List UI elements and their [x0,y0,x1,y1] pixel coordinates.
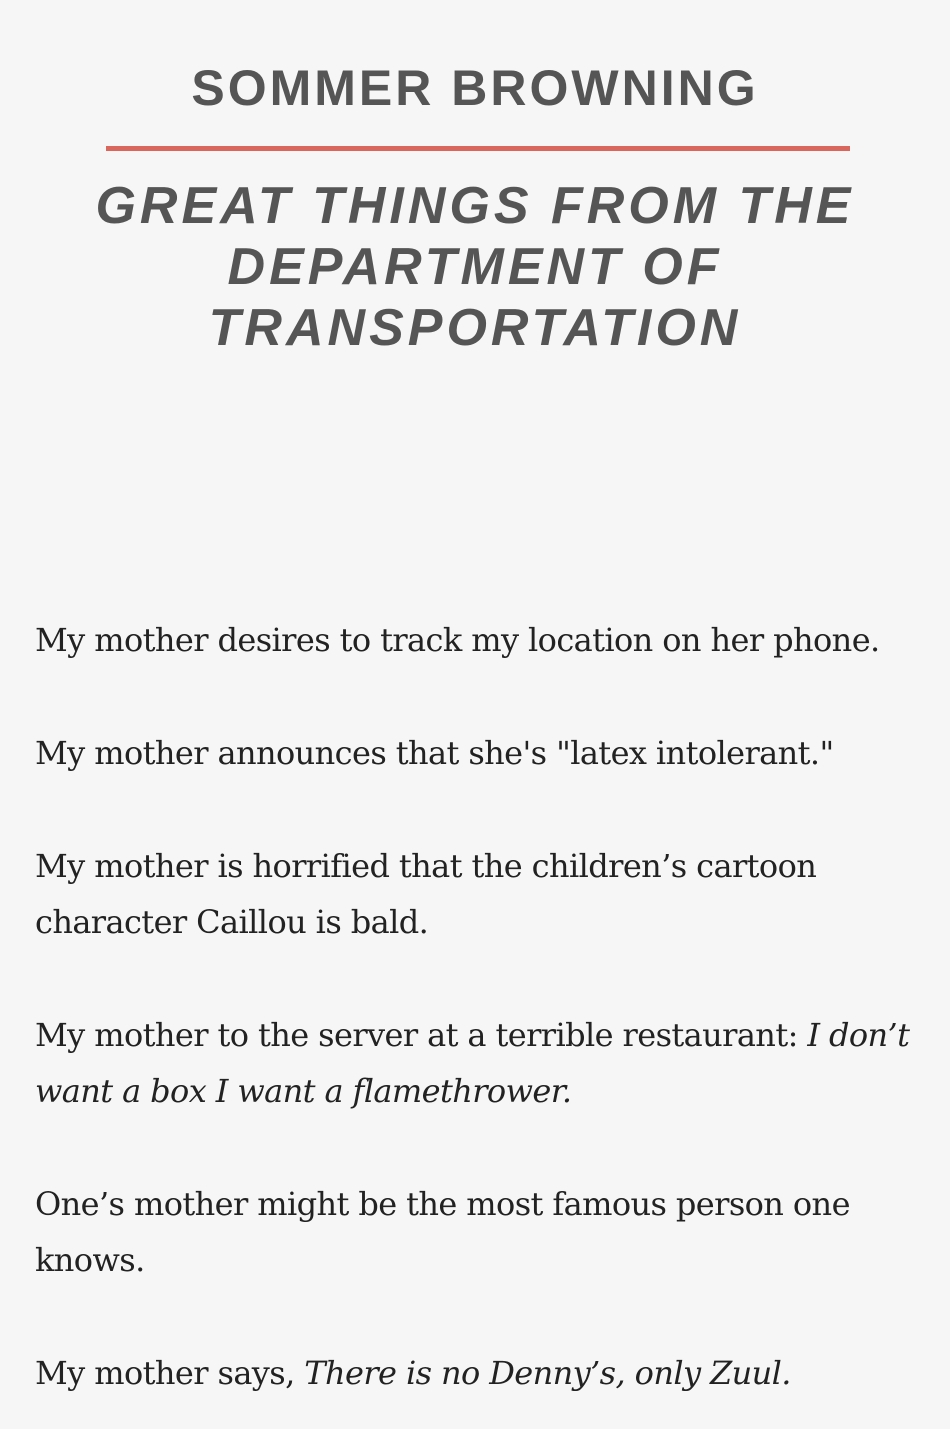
poem-body [35,612,915,1429]
title-divider [106,146,850,151]
line-text: My mother to the server at a terrible restaurant: [35,1016,808,1054]
line-text: My mother desires to track my location on her phone. [35,621,880,659]
poem-line-1 [35,612,915,668]
poem-line-6 [35,1345,915,1401]
line-italic-text: There is no Denny’s, only Zuul. [304,1354,791,1392]
line-italic-text: I don’t want a box I want a flamethrower. [35,1016,910,1110]
poem-line-3 [35,838,915,950]
poem-line-5 [35,1176,915,1288]
poem-title: GREAT THINGS FROM THE DEPARTMENT OF TRANSPORTATION [95,177,855,357]
author-name: SOMMER BROWNING [191,60,759,116]
poem-line-4 [35,1007,915,1119]
line-text: My mother says, [35,1354,305,1392]
poem-line-2 [35,725,915,781]
line-text: My mother is horrified that the children’s cartoon character Caillou is bald. [35,847,817,941]
line-text: My mother announces that she's "latex intolerant." [35,734,834,772]
line-text: One’s mother might be the most famous person one knows. [35,1185,850,1279]
